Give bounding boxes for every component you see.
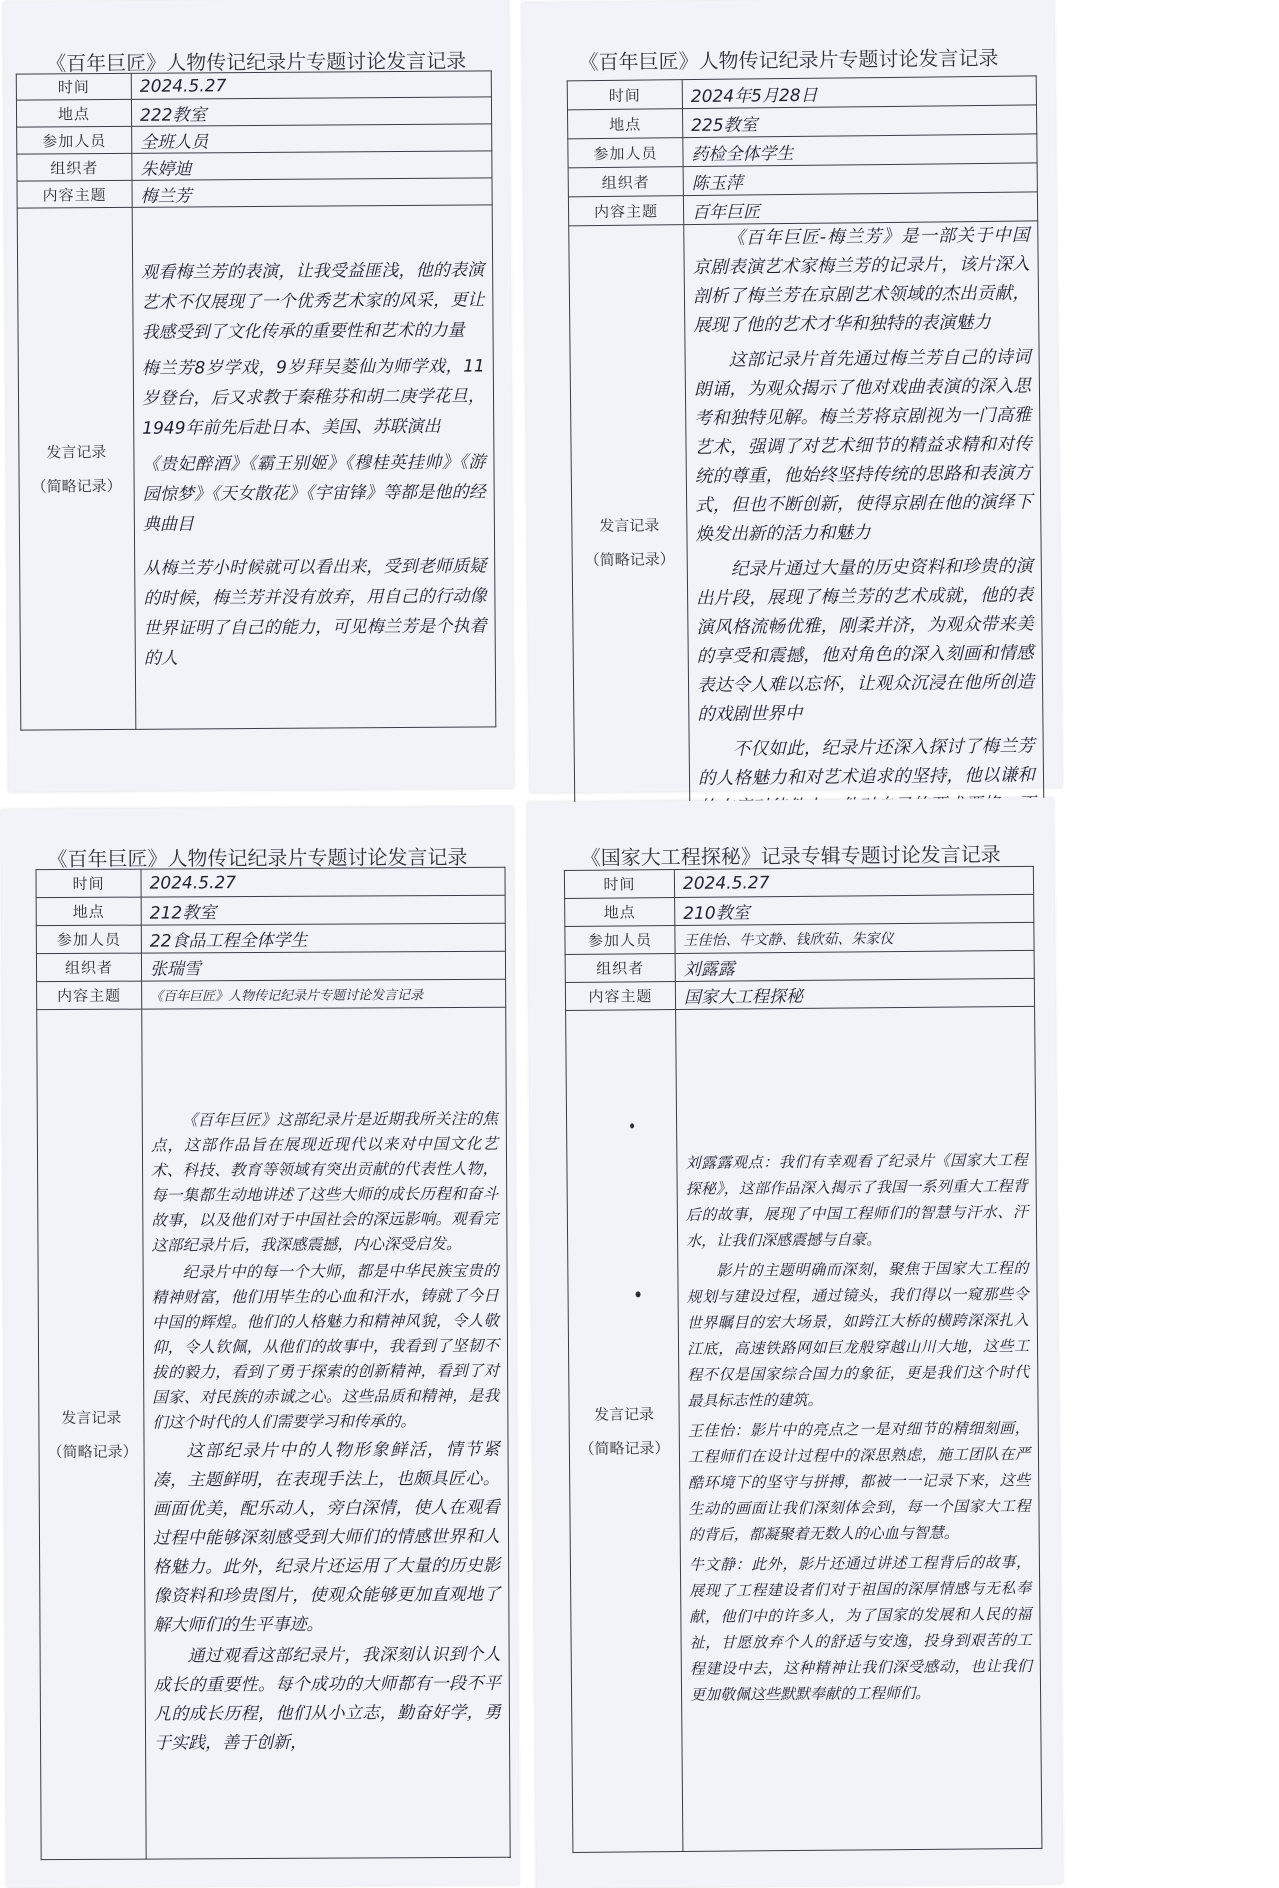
record-paragraph: 不仅如此，纪录片还深入探讨了梅兰芳的人格魅力和对艺术追求的坚持，他以谦和的态度对待他人，他对自己的要求严格，不断追求完 — [697, 736, 1036, 790]
field-label-location: 地点 — [568, 109, 683, 139]
record-body — [132, 205, 496, 730]
field-label-topic: 内容主题 — [37, 981, 142, 1010]
field-value-topic: 《百年巨匠》人物传记纪录片专题讨论发言记录 — [142, 979, 506, 1009]
field-label-location: 地点 — [16, 99, 131, 127]
field-value-participants: 22食品工程全体学生 — [141, 923, 505, 953]
record-paragraph: 《百年巨匠-梅兰芳》是一部关于中国京剧表演艺术家梅兰芳的记录片，该片深入剖析了梅兰芳在京剧艺术领域的杰出贡献，展现了他的艺术才华和独特的表演魅力 — [692, 225, 1031, 337]
sheet-title: 《百年巨匠》人物传记纪录片专题讨论发言记录 — [46, 48, 467, 76]
record-body — [676, 1006, 1042, 1851]
field-label-organizer: 组织者 — [17, 153, 132, 181]
record-paragraph: 纪录片中的每一个大师，都是中华民族宝贵的精神财富，他们用毕生的心血和汗水，铸就了今日中国的辉煌。他们的人格魅力和精神风貌，令人敬仰，令人钦佩，从他们的故事中，我看到了坚韧不拔的毅力，看到了勇于探索的创新精神，看到了对国家、对民族的赤诚之心。这些品质和精神，是我们这个时代的人们需要学习和传承的。 — [151, 1261, 500, 1432]
record-body — [684, 221, 1045, 859]
field-value-location: 210教室 — [675, 894, 1034, 925]
field-label-organizer: 组织者 — [36, 953, 141, 982]
record-sublabel: （简略记录） — [579, 1438, 670, 1458]
field-value-participants: 王佳怡、牛文静、钱欣茹、朱家仪 — [675, 922, 1034, 953]
ink-spot — [636, 1291, 641, 1297]
record-paragraph: 刘露露观点：我们有幸观看了纪录片《国家大工程探秘》，这部作品深入揭示了我国一系列重大工程背后的故事，展现了中国工程师们的智慧与汗水、汗水，让我们深感震撼与自豪。 — [685, 1150, 1028, 1250]
field-value-time: 2024.5.27 — [131, 71, 491, 100]
record-paragraph: 这部纪录片中的人物形象鲜活，情节紧凑，主题鲜明，在表现手法上，也颇具匠心。画面优美，配乐动人，旁白深情，使人在观看过程中能够深刻感受到大师们的情感世界和人格魅力。此外，纪录片还运用了大量的历史影像资料和珍贵图片，使观众能够更加直观地了解大师们的生平事迹。 — [152, 1439, 501, 1636]
field-label-topic: 内容主题 — [568, 196, 683, 226]
record-paragraph: 从梅兰芳小时候就可以看出来，受到老师质疑的时候，梅兰芳并没有放弃，用自己的行动像世界证明了自己的能力，可见梅兰芳是个执着的人 — [143, 555, 487, 669]
record-form — [567, 75, 1045, 860]
record-label: 发言记录 — [594, 1404, 655, 1424]
record-paragraph: 牛文静：此外，影片还通过讲述工程背后的故事，展现了工程建设者们对于祖国的深厚情感与无私奉献，他们中的许多人，为了国家的发展和人民的福祉，甘愿放弃个人的舒适与安逸，投身到艰苦的工程建设中去，这种精神让我们深受感动，也让我们更加敬佩这些默默奉献的工程师们。 — [688, 1552, 1032, 1704]
record-label-cell — [17, 207, 136, 730]
field-value-location: 225教室 — [682, 105, 1036, 138]
record-label-cell — [566, 1010, 683, 1853]
record-label-cell — [37, 1009, 146, 1860]
sheet-title: 《国家大工程探秘》记录专辑专题讨论发言记录 — [580, 842, 1001, 870]
field-value-organizer: 张瑞雪 — [141, 951, 505, 981]
field-label-location: 地点 — [565, 898, 675, 927]
field-label-organizer: 组织者 — [568, 167, 683, 197]
ink-spot — [630, 1123, 634, 1128]
field-label-participants: 参加人员 — [36, 925, 141, 954]
field-value-organizer: 刘露露 — [675, 950, 1034, 981]
record-paragraph: 《百年巨匠》这部纪录片是近期我所关注的焦点，这部作品旨在展现近现代以来对中国文化艺术、科技、教育等领域有突出贡献的代表性人物，每一集都生动地讲述了这些大师的成长历程和奋斗故事，以及他们对于中国社会的深远影响。观看完这部纪录片后，我深感震撼，内心深受启发。 — [150, 1109, 499, 1255]
field-label-topic: 内容主题 — [565, 982, 675, 1011]
document-sheet-1 — [3, 0, 514, 792]
record-paragraph: 王佳怡：影片中的亮点之一是对细节的精细刻画，工程师们在设计过程中的深思熟虑，施工团队在严酷环境下的坚守与拼搏，都被一一记录下来，这些生动的画面让我们深刻体会到，每一个国家大工程的背后，都凝聚着无数人的心血与智慧。 — [687, 1418, 1031, 1544]
record-label: 发言记录 — [46, 442, 107, 461]
document-sheet-4 — [527, 798, 1062, 1888]
record-paragraph: 通过观看这部纪录片，我深刻认识到个人成长的重要性。每个成功的大师都有一段不平凡的成长历程，他们从小立志，勤奋好学，勇于实践，善于创新， — [153, 1644, 501, 1754]
record-form — [35, 867, 510, 1860]
sheet-title: 《百年巨匠》人物传记纪录片专题讨论发言记录 — [47, 844, 468, 872]
record-paragraph: 纪录片通过大量的历史资料和珍贵的演出片段，展现了梅兰芳的艺术成就，他的表演风格流畅优雅，刚柔并济，为观众带来美的享受和震撼，他对角色的深入刻画和情感表达令人难以忘怀，让观众沉浸在他所创造的戏剧世界中 — [696, 556, 1035, 726]
record-sublabel: （简略记录） — [584, 549, 675, 569]
field-label-participants: 参加人员 — [17, 126, 132, 154]
field-value-organizer: 朱婷迪 — [132, 151, 492, 181]
record-label-cell — [569, 225, 691, 860]
field-value-location: 212教室 — [141, 895, 505, 925]
field-value-topic: 梅兰芳 — [132, 178, 492, 208]
record-form — [564, 866, 1043, 1853]
field-value-time: 2024年5月28日 — [682, 76, 1036, 109]
field-label-topic: 内容主题 — [17, 180, 132, 208]
field-label-time: 时间 — [16, 73, 131, 100]
field-value-topic: 百年巨匠 — [683, 192, 1037, 225]
record-paragraph: 《贵妃醉酒》《霸王别姬》《穆桂英挂帅》《游园惊梦》《天女散花》《宇宙锋》等都是他的经典曲目 — [142, 451, 486, 535]
record-paragraph: 梅兰芳8岁学戏，9岁拜吴菱仙为师学戏，11岁登台，后又求教于秦稚芬和胡二庚学花旦，1949年前先后赴日本、美国、苏联演出 — [141, 355, 486, 439]
record-paragraph: 影片的主题明确而深刻，聚焦于国家大工程的规划与建设过程，通过镜头，我们得以一窥那些令世界瞩目的宏大场景，如跨江大桥的横跨深深扎入江底，高速铁路网如巨龙般穿越山川大地，这些工程不仅是国家综合国力的象征，更是我们这个时代最具标志性的建筑。 — [686, 1258, 1030, 1410]
record-body — [142, 1007, 510, 1859]
field-value-location: 222教室 — [131, 97, 491, 127]
field-value-time: 2024.5.27 — [674, 866, 1033, 897]
field-value-organizer: 陈玉萍 — [683, 163, 1037, 196]
sheet-title: 《百年巨匠》人物传记纪录片专题讨论发言记录 — [578, 45, 999, 75]
record-form — [16, 70, 497, 730]
field-label-organizer: 组织者 — [565, 954, 675, 983]
field-label-location: 地点 — [36, 897, 141, 926]
record-label: 发言记录 — [61, 1408, 122, 1427]
field-value-time: 2024.5.27 — [141, 867, 505, 897]
field-value-topic: 国家大工程探秘 — [675, 978, 1034, 1009]
field-value-participants: 全班人员 — [132, 124, 492, 154]
field-label-participants: 参加人员 — [568, 138, 683, 168]
field-label-participants: 参加人员 — [565, 926, 675, 955]
record-paragraph: 这部记录片首先通过梅兰芳自己的诗词朗诵，为观众揭示了他对戏曲表演的深入思考和独特见解。梅兰芳将京剧视为一门高雅艺术，强调了对艺术细节的精益求精和对传统的尊重，他始终坚持传统的思路和表演方式，但也不断创新，使得京剧在他的演绎下焕发出新的活力和魅力 — [693, 347, 1033, 546]
document-sheet-3 — [1, 807, 519, 1888]
document-sheet-2 — [522, 0, 1062, 793]
record-paragraph: 观看梅兰芳的表演，让我受益匪浅，他的表演艺术不仅展现了一个优秀艺术家的风采，更让我感受到了文化传承的重要性和艺术的力量 — [141, 259, 485, 343]
field-value-participants: 药检全体学生 — [683, 134, 1037, 167]
record-sublabel: （简略记录） — [47, 1442, 138, 1461]
record-label: 发言记录 — [599, 515, 660, 535]
field-label-time: 时间 — [36, 869, 141, 898]
field-label-time: 时间 — [564, 870, 674, 899]
record-sublabel: （简略记录） — [31, 476, 122, 496]
field-label-time: 时间 — [567, 80, 682, 110]
